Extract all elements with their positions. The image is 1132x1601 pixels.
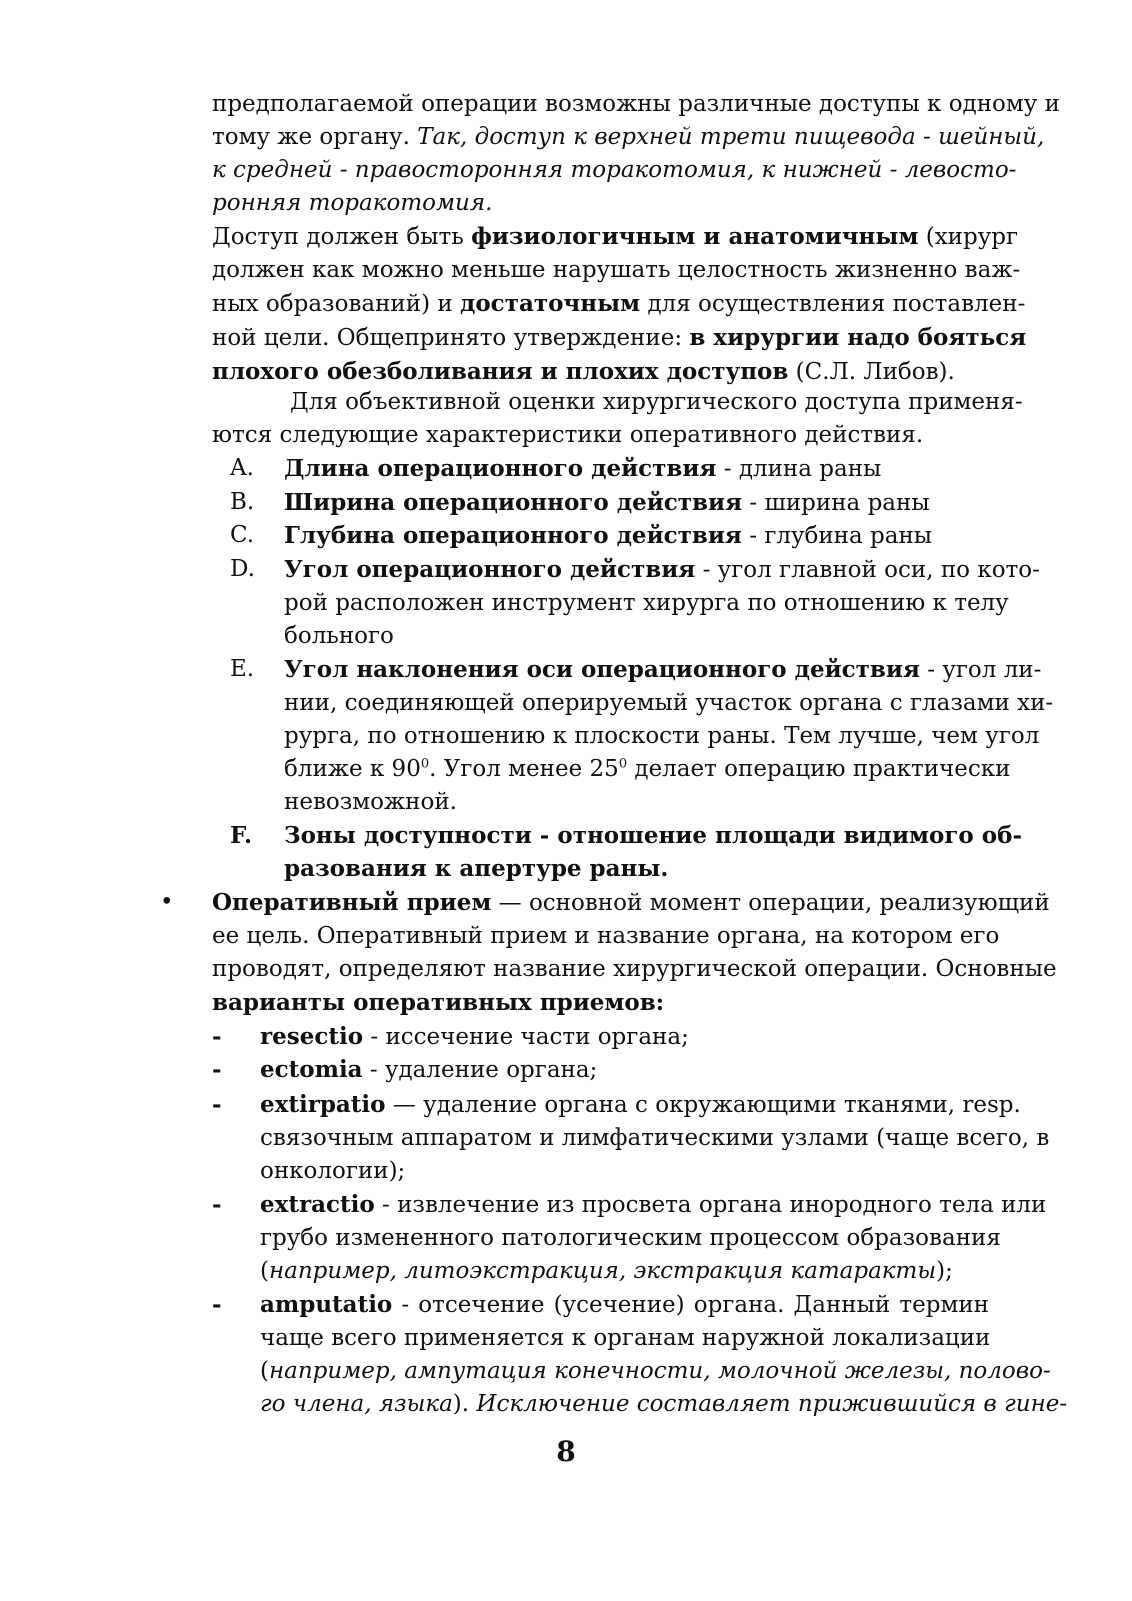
list-marker: A. [230,455,254,481]
text-line [284,753,1011,786]
bold-span: физиологичным и анатомичным [471,223,919,250]
text-line: чаще всего применяется к органам наружной локализации [260,1325,991,1351]
text-line [284,486,989,520]
text-line [212,121,1045,154]
text-line: связочным аппаратом и лимфатическими узлами (чаще всего, в [260,1125,1050,1151]
text-line [260,1255,989,1288]
text-line: больного [284,623,394,649]
text-line [284,653,1042,687]
superscript: 0 [420,756,430,772]
bold-span: extractio [260,1191,375,1218]
text-line: варианты оперативных приемов: [212,989,665,1016]
list-marker: F. [230,822,253,849]
list-marker: - [212,1056,222,1083]
list-marker: - [212,1091,222,1118]
dash-item-ectomia [212,1053,989,1087]
italic-span: например, литоэкстракция, экстракция катаракты [268,1258,937,1284]
list-marker: C. [230,522,255,548]
list-item-c [212,519,989,553]
bold-span: Глубина операционного действия [284,522,742,549]
list-marker: B. [230,489,255,515]
paragraph-operative-technique [212,886,1057,1019]
list-item-a [212,452,989,486]
page-number: 8 [556,1435,576,1468]
text-line [212,287,1026,321]
text-span: для осуществления поставлен- [640,291,1026,317]
bold-span: Угол операционного действия [284,556,696,583]
paragraph-access [212,220,1027,389]
text-span: ной цели. Общепринято утверждение: [212,325,690,351]
bold-span: в хирургии надо бояться [689,324,1027,351]
text-span: — удаление органа с окружающими тканями, resp. [385,1092,1021,1118]
text-line [212,321,1027,355]
bullet-marker: • [160,889,174,915]
text-line [260,1388,1068,1421]
text-line: ронняя торакотомия. [212,190,493,216]
text-span: - угол главной оси, по кото- [695,557,1040,583]
text-span: ( [260,1358,269,1384]
text-line: невозможной. [284,789,457,815]
bold-span: resectio [260,1023,364,1050]
text-span: ближе к 90 [284,756,421,782]
text-span: (хирург [918,224,1019,250]
list-item-f [212,819,1023,885]
text-span: ( [260,1258,269,1284]
text-line [260,1188,1047,1222]
italic-span: Так, доступ к верхней трети пищевода - шейный, [417,124,1045,150]
text-line [260,1020,989,1054]
text-line: грубо измененного патологическим процессом образования [260,1225,1001,1251]
text-line [212,355,989,389]
text-line [284,553,1040,587]
text-line [260,1053,989,1087]
bold-span: Длина операционного действия [284,455,717,482]
text-span: делает операцию практически [627,756,1011,782]
text-span: - иссечение части органа; [363,1024,689,1050]
text-line: ются следующие характеристики оперативного действия. [212,422,924,448]
text-span: ); [936,1258,953,1284]
text-span: - длина раны [716,456,882,482]
paragraph-intro [212,88,1060,220]
bold-span: плохого обезболивания и плохих доступов [212,358,789,385]
list-marker: E. [230,656,255,682]
text-line: Зоны доступности - отношение площади видимого об- [284,822,1023,849]
text-line [260,1088,1021,1122]
bold-span: amputatio [260,1291,393,1318]
italic-span: го члена, языка [260,1391,453,1417]
text-line [212,220,1019,254]
text-span: (С.Л. Либов). [788,359,955,385]
text-span: ). [452,1391,477,1417]
text-line: к средней - правосторонняя торакотомия, к нижней - левосто- [212,157,1017,183]
text-line [260,1288,989,1322]
text-line [212,886,1050,920]
list-marker: D. [230,556,255,582]
bold-span: ectomia [260,1056,363,1083]
text-span: Доступ должен быть [212,224,472,250]
text-span: - извлечение из просвета органа инородного тела или [374,1192,1047,1218]
text-line [284,452,989,486]
superscript: 0 [618,756,628,772]
bold-span: Ширина операционного действия [284,489,743,516]
dash-item-amputatio [212,1288,1068,1421]
text-span: — основной момент операции, реализующий [491,890,1050,916]
bold-span: достаточным [460,290,641,317]
list-item-d [212,553,1040,653]
text-span: ных образований) и [212,291,461,317]
text-line: Для объективной оценки хирургического доступа применя- [290,389,1023,415]
text-line: рурга, по отношению к плоскости раны. Тем лучше, чем угол [284,723,1040,749]
text-line: рой расположен инструмент хирурга по отношению к телу [284,590,1009,616]
text-span: . Угол менее 25 [429,756,619,782]
list-item-e [212,653,1054,819]
text-line: ее цель. Оперативный прием и название органа, на котором его [212,923,1000,949]
text-line [260,1355,1051,1388]
text-line: разования к апертуре раны. [284,855,669,882]
text-line [284,519,989,553]
text-line: онкологии); [260,1158,406,1184]
text-span: - угол ли- [919,657,1042,683]
dash-item-extractio [212,1188,1047,1288]
bold-span: Оперативный прием [212,889,492,916]
bold-span: extirpatio [260,1091,386,1118]
text-line: должен как можно меньше нарушать целостность жизненно важ- [212,257,1021,283]
dash-item-extirpatio [212,1088,1050,1188]
paragraph-characteristics [212,386,1023,452]
list-marker: - [212,1191,222,1218]
list-item-b [212,486,989,520]
text-span: - удаление органа; [362,1057,598,1083]
text-line: нии, соединяющей оперируемый участок органа с глазами хи- [284,690,1054,716]
text-line: проводят, определяют название хирургической операции. Основные [212,956,1057,982]
text-line: предполагаемой операции возможны различные доступы к одному и [212,91,1060,117]
list-marker: - [212,1291,222,1318]
text-span: - отсечение (усечение) органа. Данный термин [392,1292,989,1318]
text-span: тому же органу. [212,124,418,150]
dash-item-resectio [212,1020,989,1054]
bold-span: Угол наклонения оси операционного действия [284,656,920,683]
italic-span: Исключение составляет прижившийся в гине- [476,1391,1068,1417]
text-span: - глубина раны [741,523,933,549]
text-span: - ширина раны [742,490,930,516]
list-marker: - [212,1023,222,1050]
italic-span: например, ампутация конечности, молочной железы, полово- [268,1358,1051,1384]
